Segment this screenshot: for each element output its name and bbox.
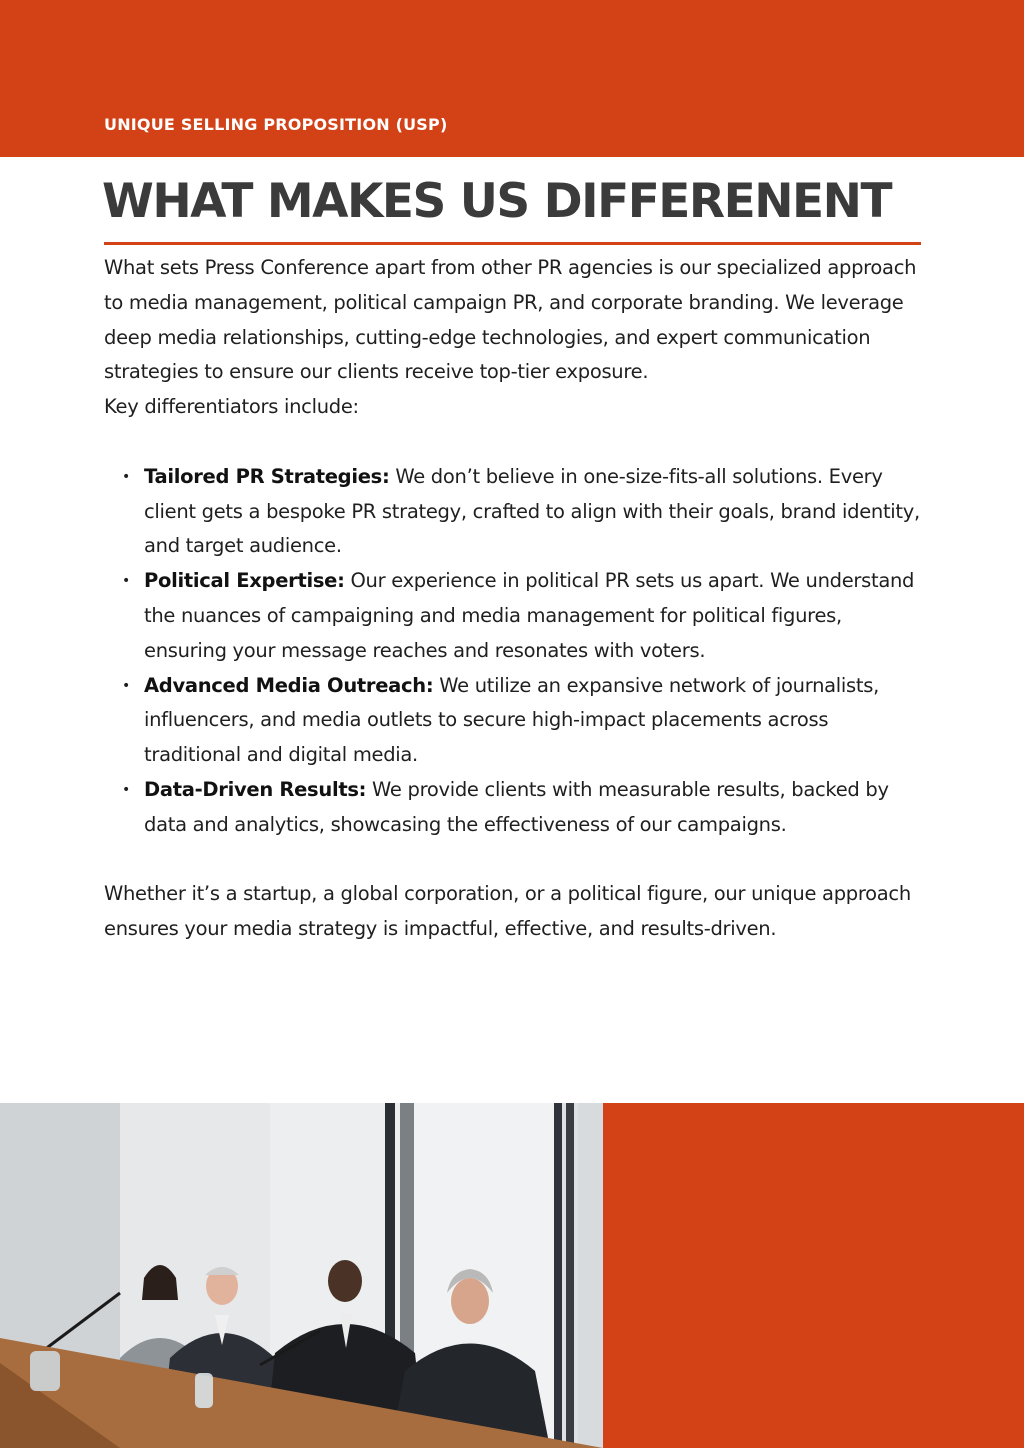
list-item <box>122 564 924 668</box>
bullet-dot-icon: • <box>122 573 130 590</box>
section-eyebrow: UNIQUE SELLING PROPOSITION (USP) <box>104 115 448 134</box>
item-lead: Tailored PR Strategies: <box>144 464 390 488</box>
spacer <box>104 843 924 878</box>
bullet-dot-icon: • <box>122 677 130 694</box>
page-title: WHAT MAKES US DIFFERENENT <box>102 174 892 229</box>
accent-block <box>603 1103 1024 1448</box>
item-lead: Political Expertise: <box>144 569 345 593</box>
item-text: We don’t believe in one-size-fits-all solutions. Every client gets a bespoke PR strategy, crafted to align with their goals, brand identity, and target audience. <box>144 464 920 558</box>
list-item <box>122 773 924 843</box>
item-lead: Data-Driven Results: <box>144 777 367 801</box>
list-item <box>122 669 924 773</box>
differentiators-list <box>104 460 924 843</box>
item-text: We provide clients with measurable results, backed by data and analytics, showcasing the effectiveness of our campaigns. <box>144 777 889 836</box>
press-conference-photo <box>0 1103 603 1448</box>
closing-paragraph: Whether it’s a startup, a global corporation, or a political figure, our unique approach ensures your media strategy is impactful, effective, and results-driven. <box>104 882 911 941</box>
list-intro: Key differentiators include: <box>104 395 359 419</box>
title-divider <box>104 242 921 245</box>
list-item <box>122 460 924 564</box>
item-text: Our experience in political PR sets us apart. We understand the nuances of campaigning and media management for political figures, ensuring your message reaches and resonates with voters. <box>144 569 915 662</box>
spacer <box>104 425 924 460</box>
body-content <box>104 251 924 947</box>
bullet-dot-icon: • <box>122 781 130 798</box>
item-text: We utilize an expansive network of journalists, influencers, and media outlets to secure high-impact placements across traditional and digital media. <box>144 673 879 767</box>
item-lead: Advanced Media Outreach: <box>144 673 434 697</box>
intro-paragraph: What sets Press Conference apart from other PR agencies is our specialized approach to media management, political campaign PR, and corporate branding. We leverage deep media relationships, cutting-edge technologies, and expert communication strategies to ensure our clients receive top-tier exposure. <box>104 256 917 384</box>
bullet-dot-icon: • <box>122 468 130 485</box>
